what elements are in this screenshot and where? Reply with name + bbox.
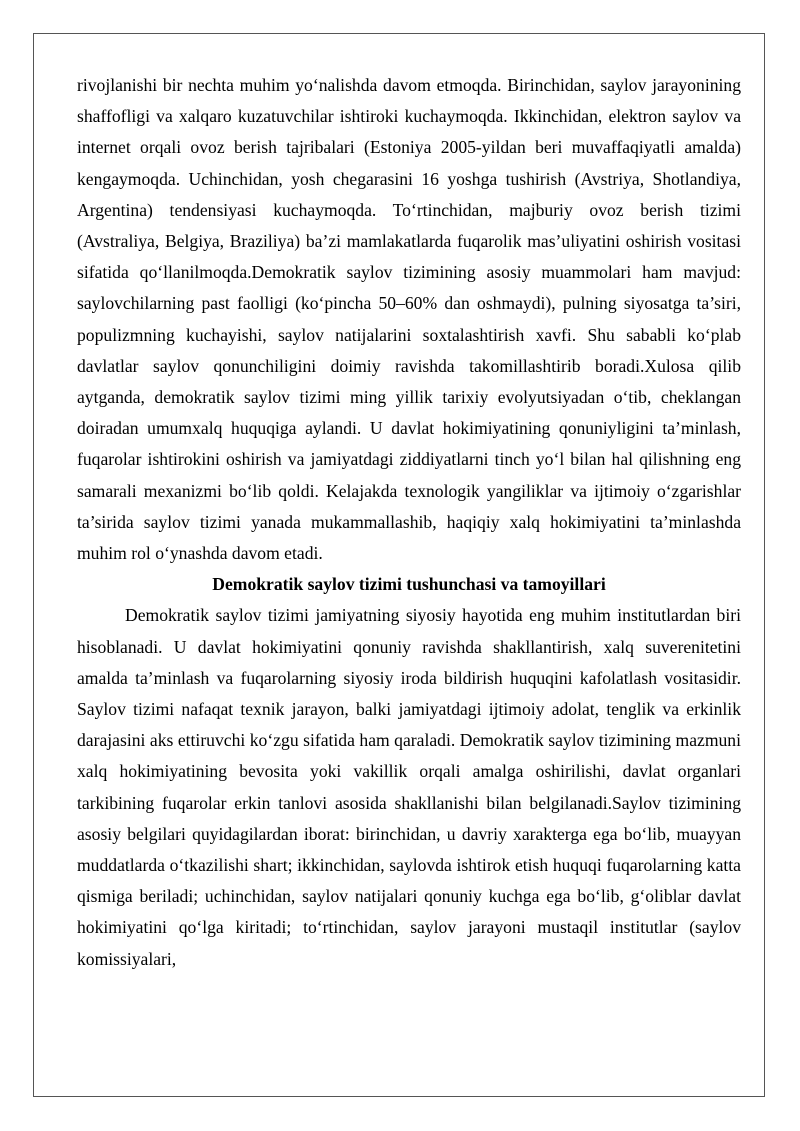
section-heading: Demokratik saylov tizimi tushunchasi va tamoyillari <box>212 574 606 595</box>
body-paragraph: rivojlanishi bir nechta muhim yo‘nalishda davom etmoqda. Birinchidan, saylov jarayonining shaffofligi va xalqaro kuzatuvchilar ishtiroki kuchaymoqda. Ikkinchidan, elektron saylov va internet orqali ovoz berish tajribalari (Estoniya 2005-yildan beri muvaffaqiyatli amalda) kengaymoqda. Uchinchidan, yosh chegarasini 16 yoshga tushirish (Avstriya, Shotlandiya, Argentina) tendensiyasi kuchaymoqda. To‘rtinchidan, majburiy ovoz berish tizimi (Avstraliya, Belgiya, Braziliya) ba’zi mamlakatlarda fuqarolik mas’uliyatini oshirish vositasi sifatida qo‘llanilmoqda.Demokratik saylov tizimining asosiy muammolari ham mavjud: saylovchilarning past faolligi (ko‘pincha 50–60% dan oshmaydi), pulning siyosatga ta’siri, populizmning kuchayishi, saylov natijalarini soxtalashtirish xavfi. Shu sababli ko‘plab davlatlar saylov qonunchiligini doimiy ravishda takomillashtirib boradi.Xulosa qilib aytganda, demokratik saylov tizimi ming yillik tarixiy evolyutsiyadan o‘tib, cheklangan doiradan umumxalq huquqiga aylandi. U davlat hokimiyatining qonuniyligini ta’minlash, fuqarolar ishtirokini oshirish va jamiyatdagi ziddiyatlarni tinch yo‘l bilan hal qilishning eng samarali mexanizmi bo‘lib qoldi. Kelajakda texnologik yangiliklar va ijtimoiy o‘zgarishlar ta’sirida saylov tizimi yanada mukammallashib, haqiqiy xalq hokimiyatini ta’minlashda muhim rol o‘ynashda davom etadi. <box>77 75 741 564</box>
document-body <box>77 70 741 975</box>
body-paragraph: Demokratik saylov tizimi jamiyatning siyosiy hayotida eng muhim institutlardan biri hisoblanadi. U davlat hokimiyatini qonuniy ravishda shakllantirish, xalq suverenitetini amalda ta’minlash va fuqarolarning siyosiy iroda bildirish huquqini kafolatlash vositasidir. Saylov tizimi nafaqat texnik jarayon, balki jamiyatdagi ijtimoiy adolat, tenglik va erkinlik darajasini aks ettiruvchi ko‘zgu sifatida ham qaraladi. Demokratik saylov tizimining mazmuni xalq hokimiyatining bevosita yoki vakillik orqali amalga oshirilishi, davlat organlari tarkibining fuqarolar erkin tanlovi asosida shakllanishi bilan belgilanadi.Saylov tizimining asosiy belgilari quyidagilardan iborat: birinchidan, u davriy xarakterga ega bo‘lib, muayyan muddatlarda o‘tkazilishi shart; ikkinchidan, saylovda ishtirok etish huquqi fuqarolarning katta qismiga beriladi; uchinchidan, saylov natijalari qonuniy kuchga ega bo‘lib, g‘oliblar davlat hokimiyatini qo‘lga kiritadi; to‘rtinchidan, saylov jarayoni mustaqil institutlar (saylov komissiyalari, <box>77 605 741 969</box>
